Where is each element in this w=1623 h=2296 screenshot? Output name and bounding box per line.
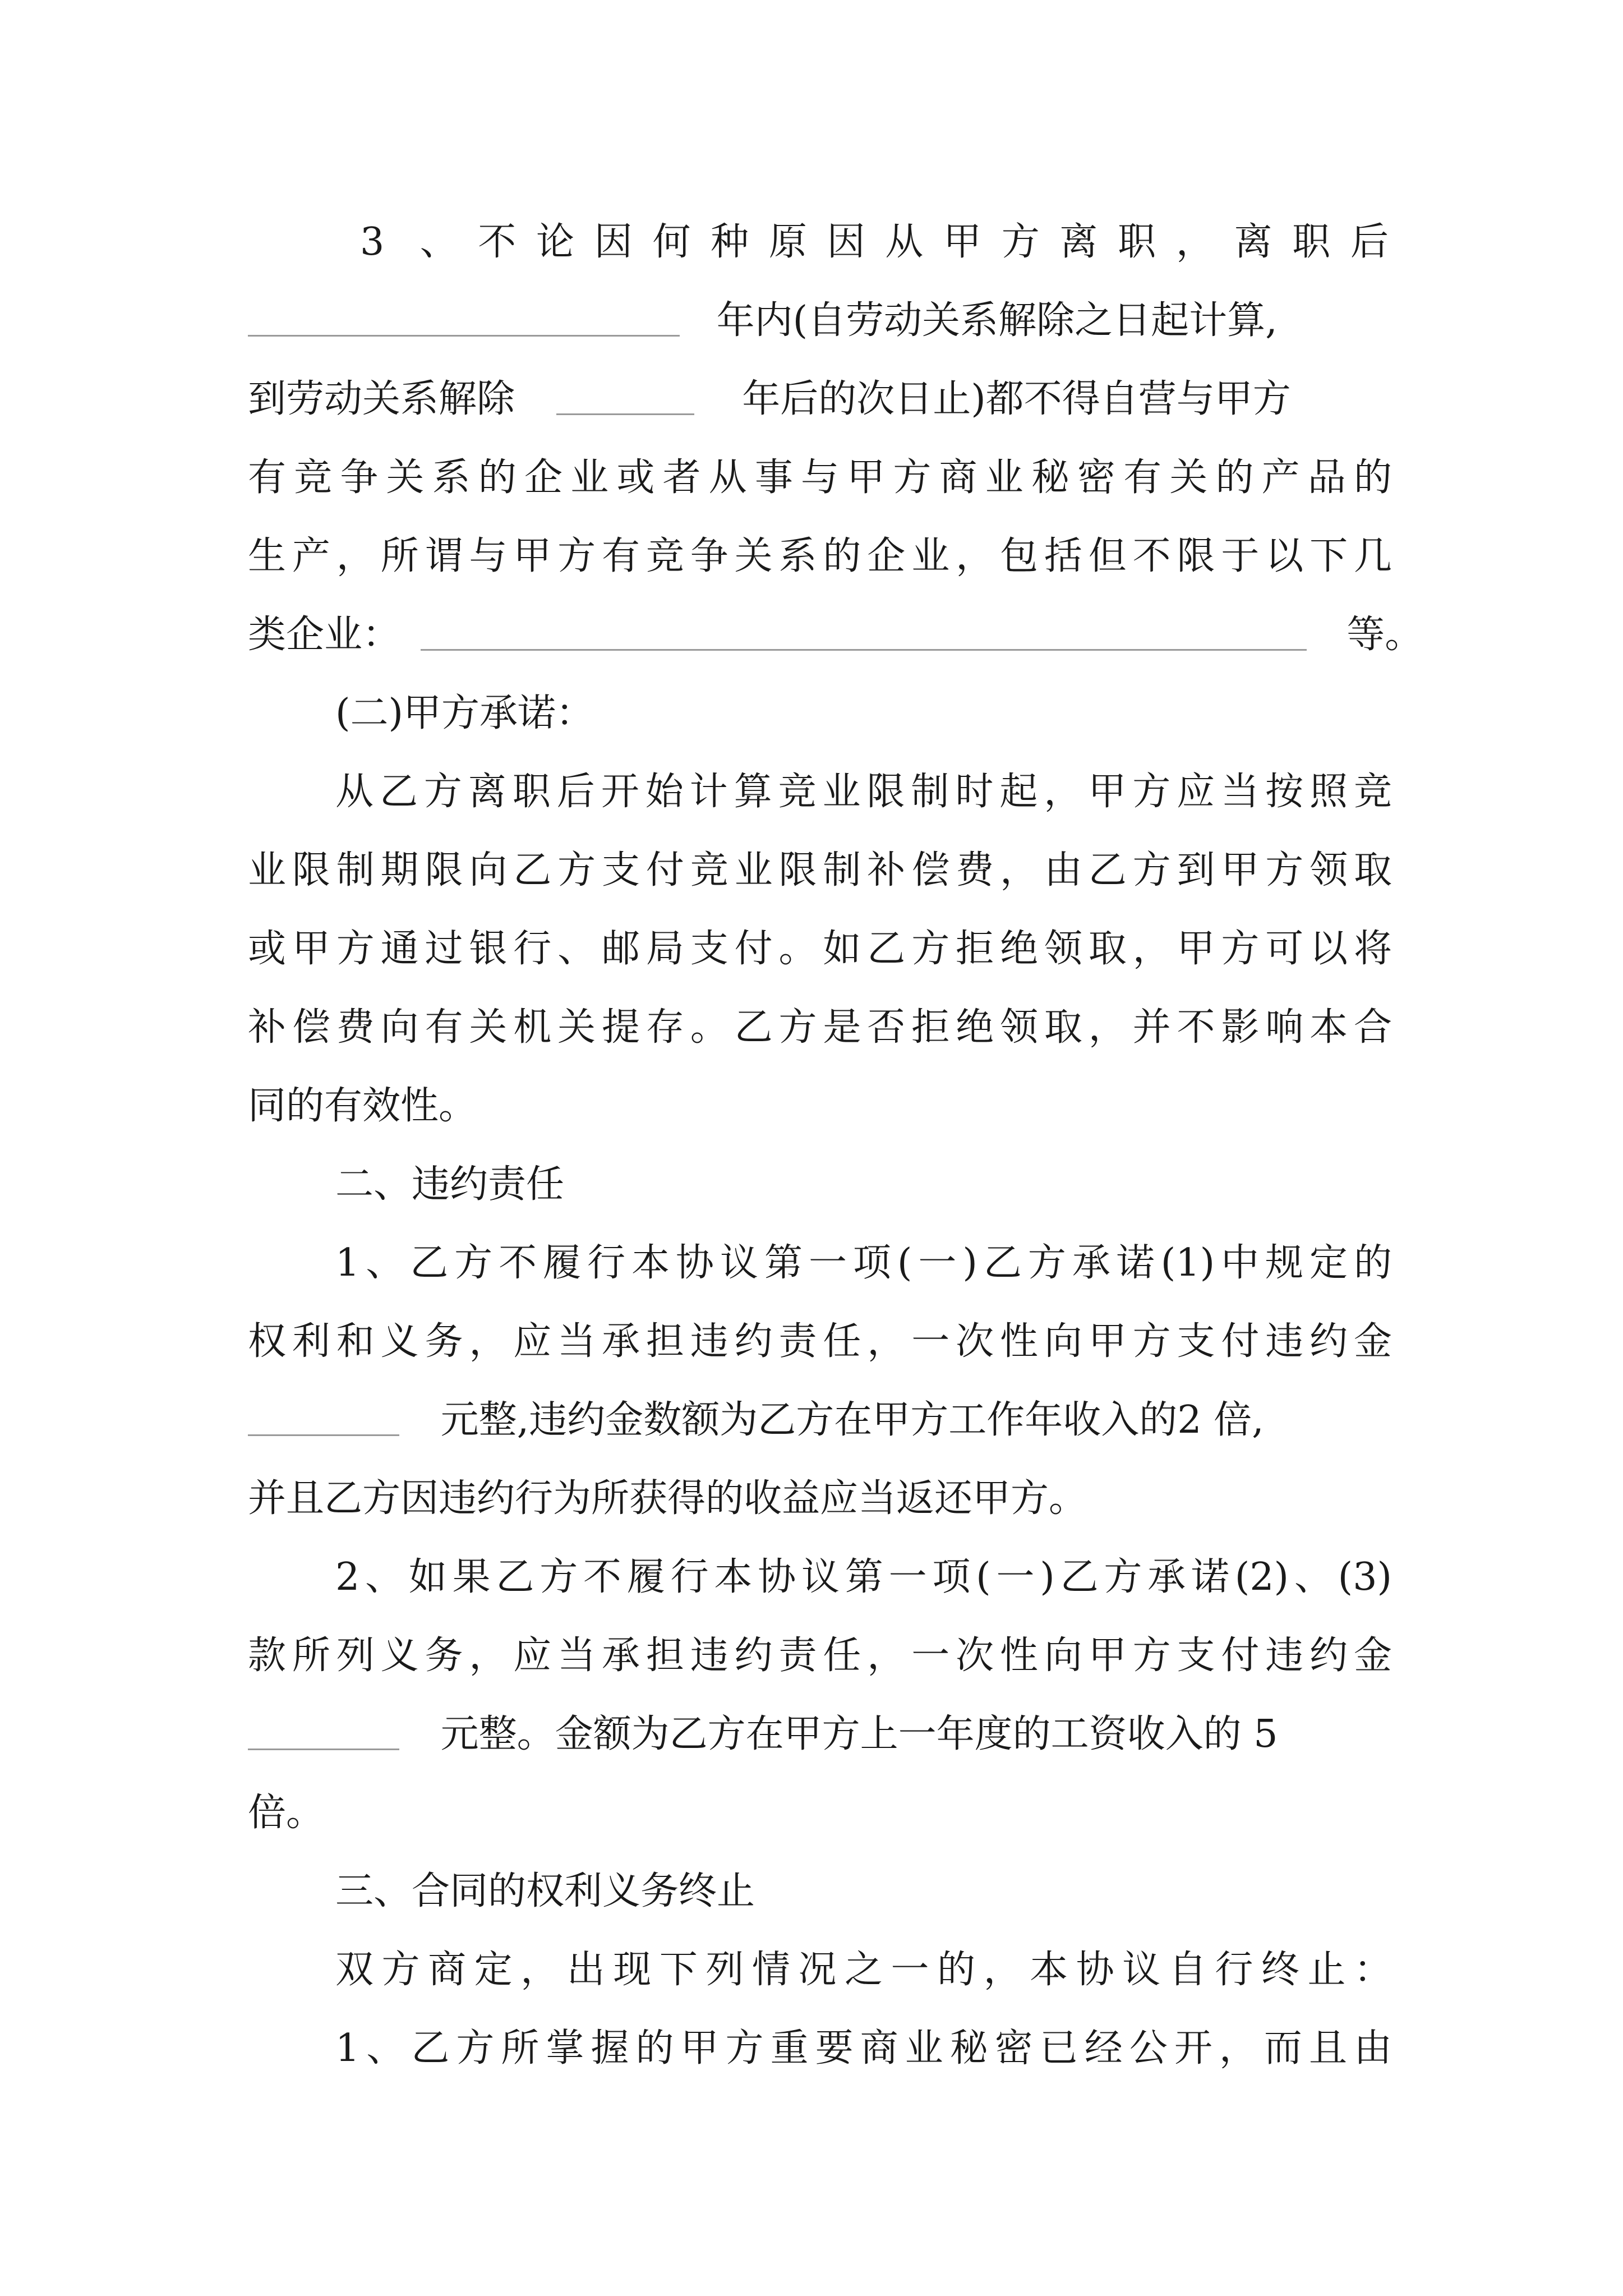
years-end-blank: [556, 380, 694, 415]
section3-line1: [248, 1939, 1392, 2001]
section3-heading-text: 三、合同的权利义务终止: [335, 1869, 755, 1913]
clause3-line5-text: 生产，所谓与甲方有竞争关系的企业，包括但不限于以下几: [248, 534, 1392, 578]
section3-line2-text: 1、乙方所掌握的甲方重要商业秘密已经公开，而且由: [335, 2026, 1392, 2070]
party-a-promise-line2: [248, 840, 1392, 901]
party-a-promise-line5-text: 同的有效性。: [248, 1084, 477, 1128]
clause3-line4: [248, 447, 1392, 509]
penalty-amount-blank-1: [248, 1401, 399, 1436]
section2-item2-line2-text: 款所列义务，应当承担违约责任，一次性向甲方支付违约金: [248, 1634, 1392, 1678]
party-a-promise-line2-text: 业限制期限向乙方支付竞业限制补偿费，由乙方到甲方领取: [248, 848, 1392, 892]
section2-heading-text: 二、违约责任: [335, 1162, 565, 1207]
section2-item2-line1: [248, 1547, 1392, 1608]
party-a-promise-line3-text: 或甲方通过银行、邮局支付。如乙方拒绝领取，甲方可以将: [248, 927, 1392, 971]
section2-item2-line2: [248, 1625, 1392, 1687]
years-blank: [248, 301, 680, 337]
party-a-promise-heading: [248, 683, 1479, 744]
section2-item1-line1-text: 1、乙方不履行本协议第一项(一)乙方承诺(1)中规定的: [335, 1241, 1392, 1285]
party-a-promise-line3: [248, 918, 1392, 980]
section2-item1-line3: [248, 1389, 1392, 1451]
clause3-line2-text: 年内(自劳动关系解除之日起计算,: [716, 298, 1278, 343]
clause3-line5: [248, 526, 1392, 587]
party-a-promise-line1: [248, 761, 1392, 823]
clause3-line1-text: 3 、不论因何种原因从甲方离职，离职后: [360, 220, 1392, 264]
clause3-line3-text-b: 年后的次日止)都不得自营与甲方: [742, 377, 1291, 421]
party-a-promise-line5: [248, 1075, 1392, 1137]
party-a-promise-heading-text: (二)甲方承诺：: [335, 691, 594, 735]
section2-item2-line1-text: 2、如果乙方不履行本协议第一项(一)乙方承诺(2)、(3): [335, 1555, 1392, 1599]
section2-item1-line4: [248, 1468, 1392, 1530]
section2-item1-line3-text: 元整,违约金数额为乙方在甲方工作年收入的2 倍,: [440, 1398, 1264, 1442]
section3-line1-text: 双方商定，出现下列情况之一的，本协议自行终止：: [335, 1948, 1392, 1992]
clause3-line3: [248, 369, 1392, 430]
party-a-promise-line4-text: 补偿费向有关机关提存。乙方是否拒绝领取，并不影响本合: [248, 1005, 1392, 1050]
section2-item1-line4-text: 并且乙方因违约行为所获得的收益应当返还甲方。: [248, 1476, 1087, 1521]
section2-item2-line4-text: 倍。: [248, 1791, 325, 1835]
party-a-promise-line4: [248, 997, 1392, 1059]
enterprise-types-blank: [421, 615, 1307, 651]
section2-item1-line2-text: 权利和义务，应当承担违约责任，一次性向甲方支付违约金: [248, 1319, 1392, 1364]
clause3-line1: [248, 211, 1392, 273]
clause3-line3-text-a: 到劳动关系解除: [248, 377, 515, 421]
section2-item1-line1: [248, 1232, 1392, 1294]
section2-item2-line4: [248, 1782, 1392, 1844]
penalty-amount-blank-2: [248, 1715, 399, 1750]
clause3-line6-text-b: 等。: [1347, 613, 1423, 657]
section3-line2: [248, 2018, 1392, 2079]
clause3-line6-text-a: 类企业：: [248, 613, 401, 657]
clause3-line2: [248, 290, 1392, 352]
section2-item2-line3: [248, 1704, 1392, 1765]
section2-heading: [248, 1154, 1479, 1216]
section2-item1-line2: [248, 1311, 1392, 1373]
section3-heading: [248, 1861, 1479, 1922]
clause3-line4-text: 有竞争关系的企业或者从事与甲方商业秘密有关的产品的: [248, 455, 1392, 500]
clause3-line6: [248, 604, 1423, 666]
party-a-promise-line1-text: 从乙方离职后开始计算竞业限制时起，甲方应当按照竞: [335, 770, 1392, 814]
section2-item2-line3-text: 元整。金额为乙方在甲方上一年度的工资收入的 5: [440, 1712, 1278, 1756]
